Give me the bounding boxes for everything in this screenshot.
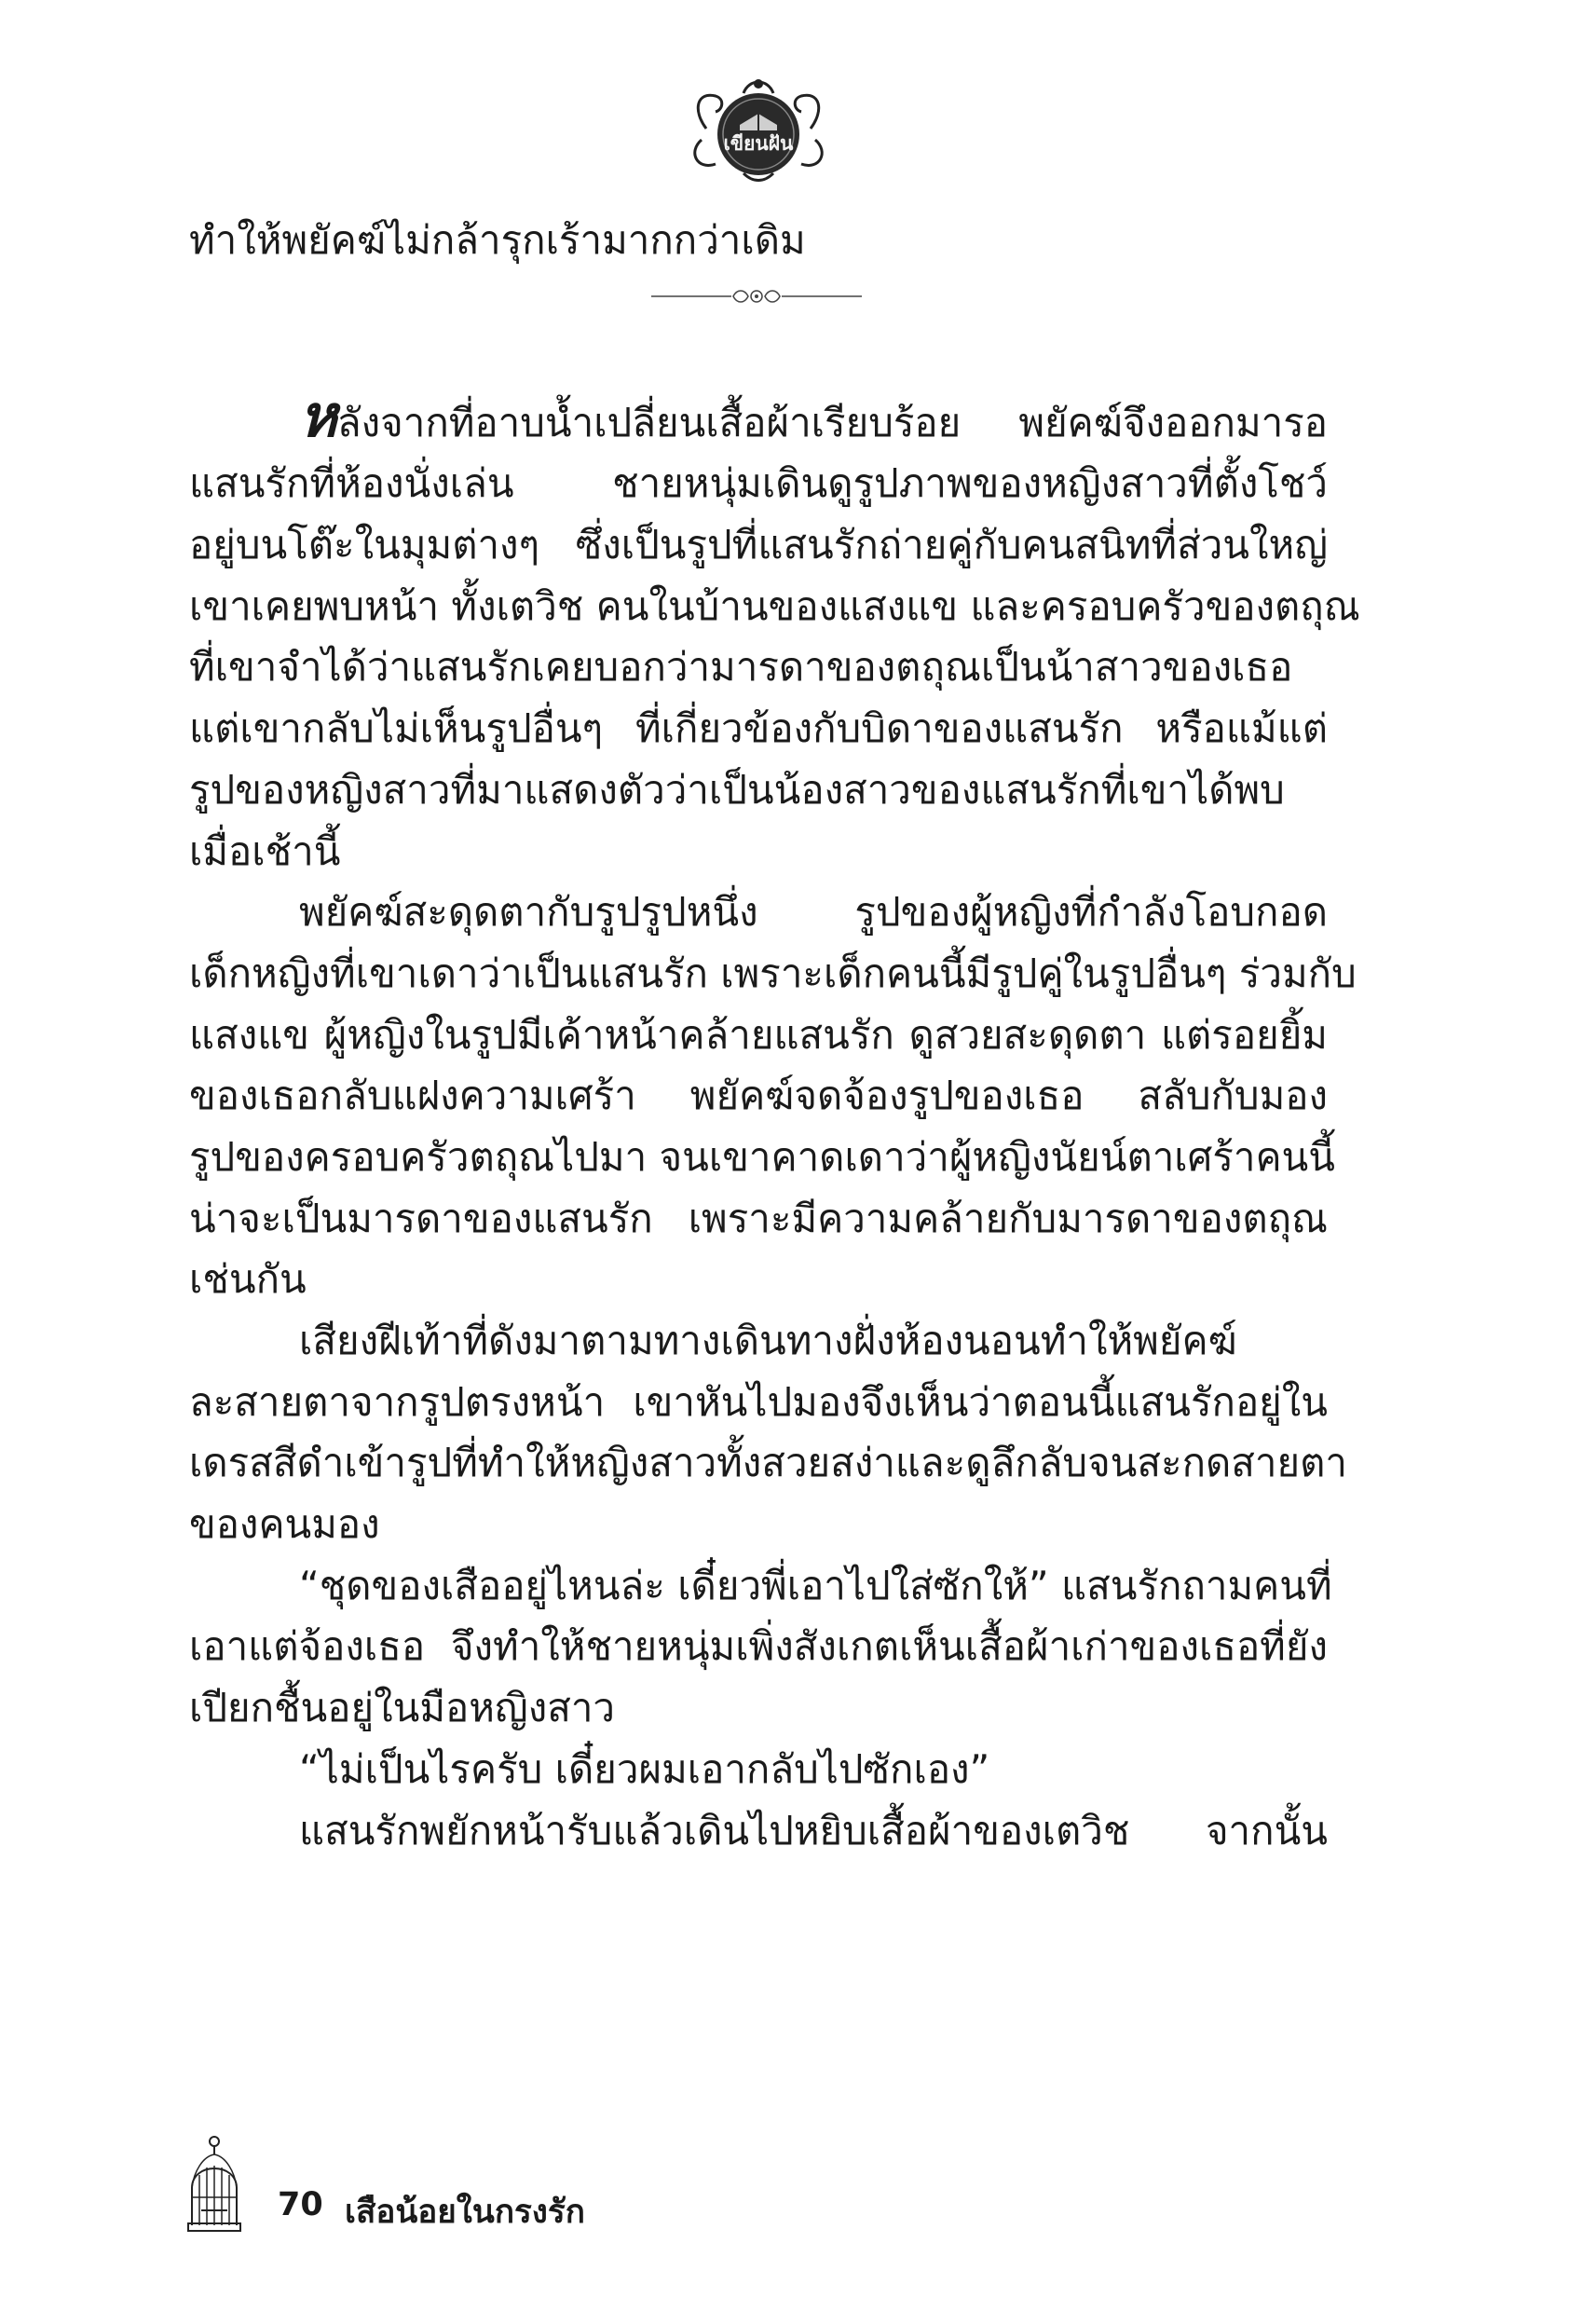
text-line: ของเธอกลับแฝงความเศร้า พยัคฆ์จดจ้องรูปของเธอ สลับกับมอง <box>189 1073 1328 1119</box>
text-line: เสียงฝีเท้าที่ดังมาตามทางเดินทางฝั่งห้องนอนทำให้พยัคฆ์ <box>299 1318 1237 1363</box>
publisher-logo <box>688 73 829 185</box>
text-line: เมื่อเช้านี้ <box>189 827 341 874</box>
text-line: ทำให้พยัคฆ์ไม่กล้ารุกเร้ามากกว่าเดิม <box>189 217 806 263</box>
text-line-content: ลังจากที่อาบน้ำเปลี่ยนเสื้อผ้าเรียบร้อย พยัคฆ์จึงออกมารอ <box>336 399 1328 445</box>
paragraph <box>189 1555 1332 1739</box>
text-line: เด็กหญิงที่เขาเดาว่าเป็นแสนรัก เพราะเด็กคนนี้มีรูปคู่ในรูปอื่นๆ ร่วมกับ <box>189 950 1357 996</box>
paragraph <box>189 381 1360 882</box>
ornament-divider-icon <box>651 284 862 308</box>
text-line: เอาแต่จ้องเธอ จึงทำให้ชายหนุ่มเพิ่งสังเกตเห็นเสื้อผ้าเก่าของเธอที่ยัง <box>189 1623 1328 1670</box>
text-line: แต่เขากลับไม่เห็นรูปอื่นๆ ที่เกี่ยวข้องกับบิดาของแสนรัก หรือแม้แต่ <box>189 705 1328 752</box>
text-line: แสงแข ผู้หญิงในรูปมีเค้าหน้าคล้ายแสนรัก ดูสวยสะดุดตา แต่รอยยิ้ม <box>189 1011 1328 1058</box>
text-line <box>189 381 1328 454</box>
drop-cap: ห <box>299 381 337 450</box>
book-title: เสือน้อยในกรงรัก <box>345 2194 585 2231</box>
birdcage-icon <box>186 2134 242 2236</box>
text-line: “ไม่เป็นไรครับ เดี๋ยวผมเอากลับไปซักเอง” <box>299 1745 990 1792</box>
paragraph <box>189 210 1328 271</box>
text-line: รูปของหญิงสาวที่มาแสดงตัวว่าเป็นน้องสาวของแสนรักที่เขาได้พบ <box>189 766 1285 813</box>
text-line: ของคนมอง <box>189 1501 380 1548</box>
section-divider <box>189 271 1328 392</box>
text-line: น่าจะเป็นมารดาของแสนรัก เพราะมีความคล้ายกับมารดาของตถุณ <box>189 1195 1328 1241</box>
text-line: แสนรักพยักหน้ารับแล้วเดินไปหยิบเสื้อผ้าของเตวิช จากนั้น <box>299 1807 1328 1853</box>
text-line: พยัคฆ์สะดุดตากับรูปรูปหนึ่ง รูปของผู้หญิงที่กำลังโอบกอด <box>299 889 1328 936</box>
paragraph <box>189 882 1357 1310</box>
page-footer <box>186 2134 839 2246</box>
paragraph <box>189 1800 1328 1862</box>
text-line: ที่เขาจำได้ว่าแสนรักเคยบอกว่ามารดาของตถุณเป็นน้าสาวของเธอ <box>189 644 1293 691</box>
text-line: “ชุดของเสืออยู่ไหนล่ะ เดี๋ยวพี่เอาไปใส่ซักให้” แสนรักถามคนที่ <box>299 1562 1332 1608</box>
text-line: เช่นกัน <box>189 1256 307 1303</box>
text-line: เขาเคยพบหน้า ทั้งเตวิช คนในบ้านของแสงแข และครอบครัวของตถุณ <box>189 582 1360 629</box>
paragraph <box>189 1310 1347 1555</box>
text-line: เปียกชื้นอยู่ในมือหญิงสาว <box>189 1685 616 1731</box>
text-line: เดรสสีดำเข้ารูปที่ทำให้หญิงสาวทั้งสวยสง่าและดูลึกลับจนสะกดสายตา <box>189 1440 1347 1486</box>
text-line: อยู่บนโต๊ะในมุมต่างๆ ซึ่งเป็นรูปที่แสนรักถ่ายคู่กับคนสนิทที่ส่วนใหญ่ <box>189 522 1328 568</box>
text-line: ละสายตาจากรูปตรงหน้า เขาหันไปมองจึงเห็นว่าตอนนี้แสนรักอยู่ใน <box>189 1378 1328 1425</box>
paragraph <box>189 1739 1328 1800</box>
logo-text: เขียนฝัน <box>723 132 794 155</box>
page-number: 70 <box>278 2186 323 2223</box>
page-body <box>189 210 1360 1861</box>
text-line: แสนรักที่ห้องนั่งเล่น ชายหนุ่มเดินดูรูปภาพของหญิงสาวที่ตั้งโชว์ <box>189 460 1328 507</box>
text-line: รูปของครอบครัวตถุณไปมา จนเขาคาดเดาว่าผู้หญิงนัยน์ตาเศร้าคนนี้ <box>189 1133 1335 1180</box>
